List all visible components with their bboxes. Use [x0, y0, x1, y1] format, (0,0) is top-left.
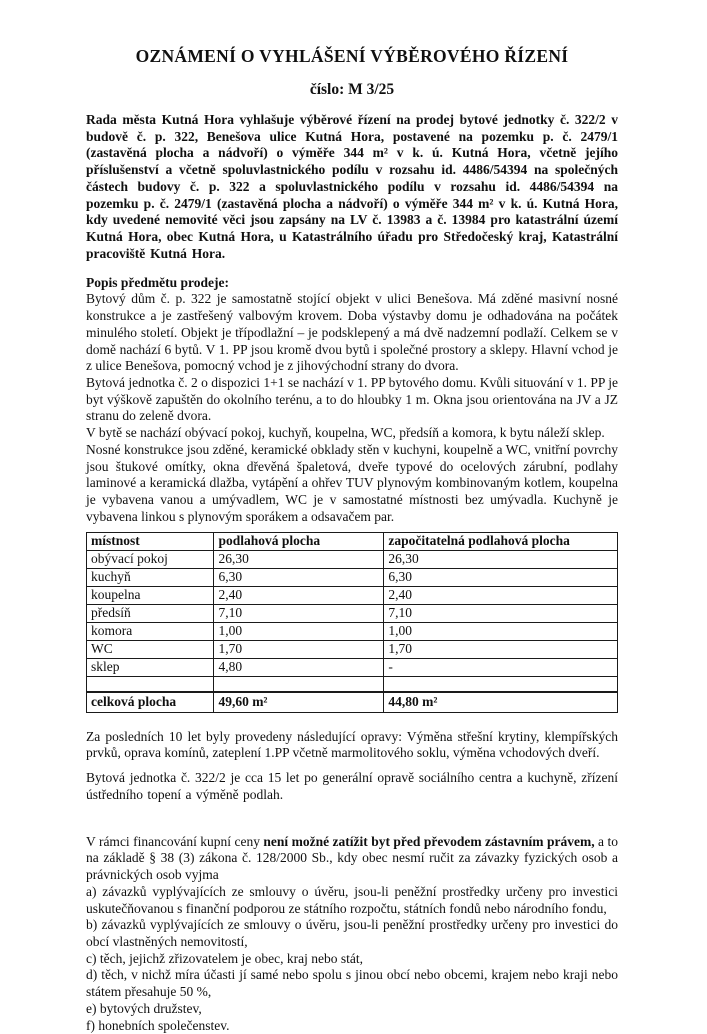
financing-exception-e: e) bytových družstev, [86, 1000, 202, 1016]
table-header-countable-area: započitatelná podlahová plocha [384, 532, 618, 550]
table-cell: WC [87, 640, 214, 658]
description-paragraph-rooms: V bytě se nachází obývací pokoj, kuchyň, koupelna, WC, předsíň a komora, k bytu náleží sklep. [86, 425, 605, 441]
table-cell: sklep [87, 658, 214, 676]
document-title: OZNÁMENÍ O VYHLÁŠENÍ VÝBĚROVÉHO ŘÍZENÍ [135, 46, 569, 66]
table-cell: koupelna [87, 586, 214, 604]
table-cell: 26,30 [214, 550, 384, 568]
financing-exception-a: a) závazků vyplývajících ze smlouvy o úvěru, jsou-li peněžní prostředky určeny pro investici uskutečňovanou s finanční podporou ze státního rozpočtu, státních fondů nebo národního fondu, [86, 883, 618, 916]
table-row [87, 604, 618, 622]
description-paragraph-building: Bytový dům č. p. 322 je samostatně stojící objekt v ulici Benešova. Má zděné masivní nosné konstrukce a je zastřešený valbovým krovem. Doba výstavby domu je odhadována na počátek minulého století. Objekt je třípodlažní – je podsklepený a má dvě nadzemní podlaží. Celkem se v domě nachází 6 bytů. V 1. PP jsou kromě dvou bytů i společné prostory a sklepy. Hlavní vchod je z ulice Benešova, pomocný vchod je z jihovýchodní strany do dvora. [86, 291, 618, 374]
table-spacer-row [87, 676, 618, 692]
financing-lead-bold: není možné zatížit byt před převodem zástavním právem, [263, 833, 595, 849]
repairs-paragraph: Za posledních 10 let byly provedeny následující opravy: Výměna střešní krytiny, klempířských prvků, oprava komínů, zateplení 1.PP včetně marmolitového soklu, výměna vchodových dveří. [86, 728, 618, 761]
table-cell [384, 676, 618, 692]
table-cell: předsíň [87, 604, 214, 622]
financing-exception-d: d) těch, v nichž míra účasti jí samé nebo spolu s jinou obcí nebo obcemi, krajem nebo kraji nebo státem přesahuje 50 %, [86, 967, 618, 1000]
financing-lead-paragraph [86, 834, 618, 884]
table-row [87, 550, 618, 568]
table-cell [87, 676, 214, 692]
table-header-row [87, 532, 618, 550]
renovation-paragraph: Bytová jednotka č. 322/2 je cca 15 let po generální opravě sociálního centra a kuchyně, zřízení ústředního topení a výměně podlah. [86, 770, 618, 802]
intro-paragraph: Rada města Kutná Hora vyhlašuje výběrové řízení na prodej bytové jednotky č. 322/2 v budově č. p. 322, Benešova ulice Kutná Hora, postavené na pozemku p. č. 2479/1 (zastavěná plocha a nádvoří) o výměře 344 m² v k. ú. Kutná Hora, včetně jejího příslušenství a včetně spoluvlastnického podílu v rozsahu id. 4486/54394 na společných částech budovy č. p. 322 a spoluvlastnického podílu v rozsahu id. 4486/54394 na pozemku p. č. 2479/1 (zastavěná plocha a nádvoří) o výměře 344 m² v k. ú. Kutná Hora, kdy uvedené nemovité věci jsou zapsány na LV č. 13983 a č. 13984 pro katastrální území Kutná Hora, obec Kutná Hora, u Katastrálního úřadu pro Středočeský kraj, Katastrální pracoviště Kutná Hora. [86, 112, 618, 261]
financing-exception-f: f) honebních společenstev. [86, 1017, 230, 1033]
description-paragraph-unit: Bytová jednotka č. 2 o dispozici 1+1 se nachází v 1. PP bytového domu. Kvůli situování v 1. PP je byt výškově zapuštěn do okolního terénu, a to do hloubky 1 m. Okna jsou orientována na JV a JZ stranu do zeleně dvora. [86, 375, 618, 424]
table-cell: 2,40 [384, 586, 618, 604]
table-cell: 6,30 [384, 568, 618, 586]
table-row [87, 658, 618, 676]
table-cell: 2,40 [214, 586, 384, 604]
table-cell: 4,80 [214, 658, 384, 676]
section-heading-sale-description: Popis předmětu prodeje: [86, 274, 229, 290]
financing-lead-end: a to na základě § 38 (3) zákona č. 128/2000 Sb., kdy obec nesmí ručit za závazky fyzických osob a právnických osob vyjma [86, 833, 618, 883]
table-row [87, 586, 618, 604]
table-total-countable-area: 44,80 m² [384, 692, 618, 713]
table-cell: 6,30 [214, 568, 384, 586]
table-header-room: místnost [87, 532, 214, 550]
financing-lead-start: V rámci financování kupní ceny [86, 833, 264, 849]
document-number: číslo: M 3/25 [309, 81, 395, 98]
table-total-label: celková plocha [87, 692, 214, 713]
table-row [87, 568, 618, 586]
table-cell: obývací pokoj [87, 550, 214, 568]
table-total-row [87, 692, 618, 713]
table-cell: kuchyň [87, 568, 214, 586]
table-total-floor-area: 49,60 m² [214, 692, 384, 713]
table-cell: komora [87, 622, 214, 640]
financing-exception-c: c) těch, jejichž zřizovatelem je obec, kraj nebo stát, [86, 950, 363, 966]
table-cell: 1,00 [214, 622, 384, 640]
table-cell: 1,70 [214, 640, 384, 658]
table-cell: 1,70 [384, 640, 618, 658]
table-row [87, 640, 618, 658]
table-cell: 26,30 [384, 550, 618, 568]
table-cell: 1,00 [384, 622, 618, 640]
table-cell [214, 676, 384, 692]
financing-exception-b: b) závazků vyplývajících ze smlouvy o úvěru, jsou-li peněžní prostředky určeny pro investici do obcí vlastněných nemovitostí, [86, 917, 618, 949]
table-cell: 7,10 [384, 604, 618, 622]
description-paragraph-construction: Nosné konstrukce jsou zděné, keramické obklady stěn v kuchyni, koupelně a WC, vnitřní povrchy jsou štukové omítky, okna dřevěná špaletová, dveře typové do ocelových zárubní, podlahy laminové a keramická dlažba, vytápění a ohřev TUV plynovým kombinovaným kotlem, koupelna je vybavena vanou a umývadlem, WC je v samostatné místnosti bez umývadla. Kuchyně je vybavena linkou s plynovým sporákem a odsavačem par. [86, 441, 618, 524]
table-cell: 7,10 [214, 604, 384, 622]
table-header-floor-area: podlahová plocha [214, 532, 384, 550]
table-row [87, 622, 618, 640]
table-cell: - [384, 658, 618, 676]
room-area-table [86, 532, 618, 713]
